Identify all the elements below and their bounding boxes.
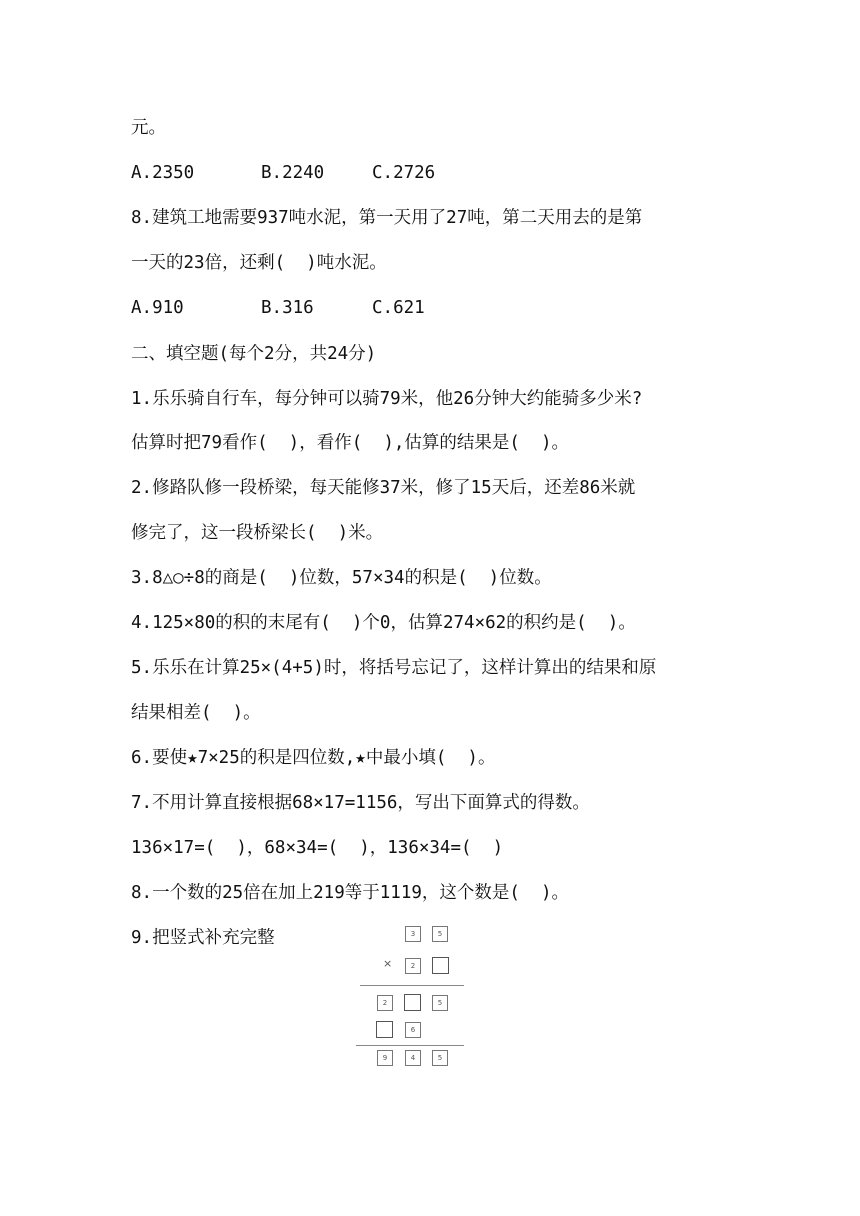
section-heading: 二、填空题(每个2分，共24分) bbox=[131, 344, 377, 364]
fill-q7: 7.不用计算直接根据68×17=1156，写出下面算式的得数。 bbox=[131, 793, 590, 813]
fill-q5-line-2: 结果相差( )。 bbox=[131, 703, 261, 723]
fill-q4: 4.125×80的积的末尾有( )个0，估算274×62的积约是( )。 bbox=[131, 613, 636, 633]
vbox-r1-1: 3 bbox=[405, 926, 421, 942]
fill-q7-expressions: 136×17=( )，68×34=( )，136×34=( ) bbox=[131, 838, 504, 858]
fill-q2-line-2: 修完了，这一段桥梁长( )米。 bbox=[131, 523, 384, 543]
q7-option-a: A.2350 bbox=[131, 163, 195, 183]
vbox-r4-2: 6 bbox=[405, 1022, 421, 1038]
vbox-r1-2: 5 bbox=[432, 926, 448, 942]
fill-q1-line-2: 估算时把79看作( )，看作( ),估算的结果是( )。 bbox=[131, 433, 570, 453]
vbox-r3-1: 2 bbox=[377, 995, 393, 1011]
q8-option-a: A.910 bbox=[131, 298, 184, 318]
vbox-r4-1 bbox=[376, 1021, 393, 1038]
fill-q5-line-1: 5.乐乐在计算25×(4+5)时，将括号忘记了，这样计算出的结果和原 bbox=[131, 658, 657, 678]
vbox-r3-3: 5 bbox=[432, 995, 448, 1011]
fill-q6: 6.要使★7×25的积是四位数,★中最小填( )。 bbox=[131, 748, 496, 768]
q8-line-1: 8.建筑工地需要937吨水泥，第一天用了27吨，第二天用去的是第 bbox=[131, 208, 643, 228]
rule-1 bbox=[360, 985, 464, 986]
vbox-r2-2 bbox=[432, 957, 449, 974]
vbox-r3-2 bbox=[404, 994, 421, 1011]
q8-line-2: 一天的23倍，还剩( )吨水泥。 bbox=[131, 253, 387, 273]
q8-option-c: C.621 bbox=[372, 298, 425, 318]
multiply-sign: × bbox=[383, 957, 393, 970]
fill-q9: 9.把竖式补充完整 bbox=[131, 928, 275, 948]
vbox-r5-2: 4 bbox=[405, 1050, 421, 1066]
fill-q2-line-1: 2.修路队修一段桥梁，每天能修37米，修了15天后，还差86米就 bbox=[131, 478, 636, 498]
vbox-r5-3: 5 bbox=[432, 1050, 448, 1066]
fill-q3: 3.8△○÷8的商是( )位数，57×34的积是( )位数。 bbox=[131, 568, 552, 588]
vbox-r2-1: 2 bbox=[405, 958, 421, 974]
fill-q8: 8.一个数的25倍在加上219等于1119，这个数是( )。 bbox=[131, 883, 570, 903]
q7-option-b: B.2240 bbox=[261, 163, 325, 183]
q8-option-b: B.316 bbox=[261, 298, 314, 318]
vbox-r5-1: 9 bbox=[377, 1050, 393, 1066]
q7-option-c: C.2726 bbox=[372, 163, 436, 183]
rule-2 bbox=[356, 1045, 464, 1046]
fill-q1-line-1: 1.乐乐骑自行车，每分钟可以骑79米，他26分钟大约能骑多少米? bbox=[131, 389, 643, 409]
text-line-1: 元。 bbox=[131, 118, 166, 138]
